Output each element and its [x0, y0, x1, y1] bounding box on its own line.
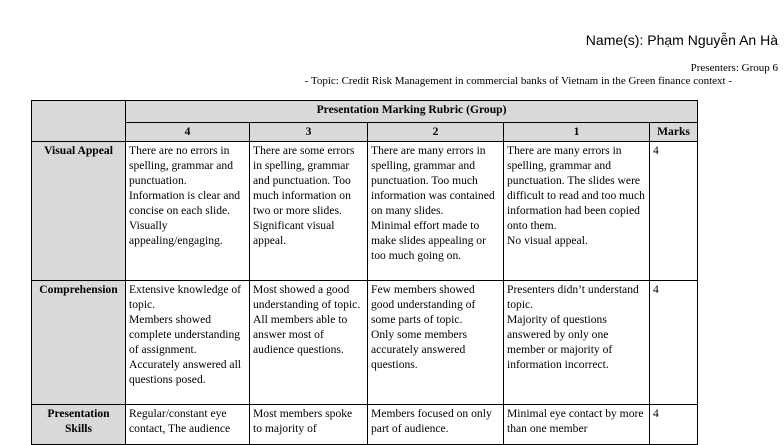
column-header-3: 3	[250, 123, 368, 142]
rubric-row-comprehension	[32, 281, 698, 405]
descriptor-cell: Most members spoke to majority of	[250, 405, 368, 445]
descriptor-cell: Members focused on only part of audience.	[368, 405, 504, 445]
rubric-title: Presentation Marking Rubric (Group)	[126, 101, 698, 123]
mark-value: 4	[650, 405, 698, 445]
rubric-row-visual-appeal	[32, 142, 698, 281]
descriptor-cell: There are many errors in spelling, grammar and punctuation. Too much information was contained on many slides. Minimal effort made to make slides appealing or too much going on.	[368, 142, 504, 281]
criterion-label: Comprehension	[32, 281, 126, 405]
presenters-label: Presenters: Group 6	[690, 62, 778, 74]
column-header-marks: Marks	[650, 123, 698, 142]
descriptor-cell: Minimal eye contact by more than one member	[504, 405, 650, 445]
descriptor-cell: Most showed a good understanding of topic. All members able to answer most of audience questions.	[250, 281, 368, 405]
mark-value: 4	[650, 281, 698, 405]
column-header-4: 4	[126, 123, 250, 142]
criterion-label: Visual Appeal	[32, 142, 126, 281]
descriptor-cell: Regular/constant eye contact, The audience	[126, 405, 250, 445]
descriptor-cell: There are no errors in spelling, grammar and punctuation. Information is clear and concise on each slide. Visually appealing/engaging.	[126, 142, 250, 281]
descriptor-cell: There are many errors in spelling, grammar and punctuation. The slides were difficult to read and too much information had been copied onto them. No visual appeal.	[504, 142, 650, 281]
column-header-1: 1	[504, 123, 650, 142]
descriptor-cell: Extensive knowledge of topic. Members showed complete understanding of assignment. Accurately answered all questions posed.	[126, 281, 250, 405]
rubric-row-presentation-skills	[32, 405, 698, 445]
mark-value: 4	[650, 142, 698, 281]
student-names: Name(s): Phạm Nguyễn An Hà	[585, 32, 778, 48]
column-header-2: 2	[368, 123, 504, 142]
rubric-table	[31, 100, 698, 445]
criterion-label: Presentation Skills	[32, 405, 126, 445]
descriptor-cell: There are some errors in spelling, grammar and punctuation. Too much information on two or more slides. Significant visual appeal.	[250, 142, 368, 281]
descriptor-cell: Few members showed good understanding of some parts of topic. Only some members accurately answered questions.	[368, 281, 504, 405]
topic-line: - Topic: Credit Risk Management in commercial banks of Vietnam in the Green finance context -	[304, 75, 732, 87]
corner-cell	[32, 101, 126, 142]
descriptor-cell: Presenters didn’t understand topic. Majority of questions answered by only one member or majority of information incorrect.	[504, 281, 650, 405]
